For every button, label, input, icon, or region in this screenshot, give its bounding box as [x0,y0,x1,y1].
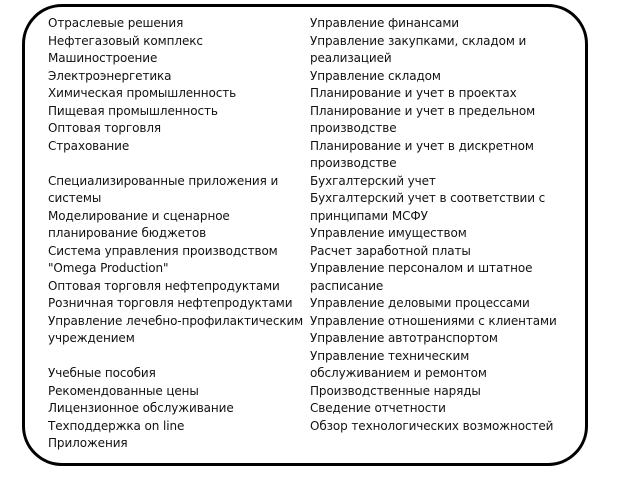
list-item: производстве [310,121,397,135]
list-item: Управление складом [310,68,441,83]
list-item: Управление отношениями с клиентами [310,313,557,328]
list-item [48,155,306,173]
list-item: "Omega Production" [48,261,169,275]
list-item: Управление закупками, складом и [310,33,527,48]
list-item: Расчет заработной платы [310,243,471,258]
list-item: Учебные пособия [48,366,156,380]
list-item: Специализированные приложения и [48,173,279,188]
list-item: Управление лечебно-профилактическим [48,313,304,328]
left-column-list [48,15,306,453]
list-item: Розничная торговля нефтепродуктами [48,296,293,310]
list-item: системы [48,191,102,205]
list-item: обслуживанием и ремонтом [310,366,487,380]
list-item: Управление автотранспортом [310,331,498,345]
list-item: Оптовая торговля нефтепродуктами [48,278,280,293]
list-item: Сведение отчетности [310,401,446,415]
list-item: производстве [310,156,397,170]
list-item: Управление финансами [310,16,460,30]
list-item [48,348,306,366]
list-item: Бухгалтерский учет в соответствии с [310,191,546,205]
list-item: Оптовая торговля [48,121,162,135]
list-item: Управление имуществом [310,226,467,240]
list-item: принципами МСФУ [310,208,428,223]
list-item: учреждением [48,331,135,345]
list-item: Лицензионное обслуживание [48,401,234,415]
list-item: Система управления производством [48,243,278,258]
list-item: Планирование и учет в предельном [310,103,536,118]
list-item: Управление деловыми процессами [310,296,530,310]
list-item: Бухгалтерский учет [310,173,436,188]
list-item: Рекомендованные цены [48,383,199,398]
list-item: Электроэнергетика [48,68,172,83]
list-item: Моделирование и сценарное [48,208,230,223]
list-item: Обзор технологических возможностей [310,418,554,433]
list-item: Производственные наряды [310,383,481,398]
list-item: расписание [310,278,384,293]
list-item: Машиностроение [48,51,158,65]
list-item: Приложения [48,436,128,450]
list-item: Техподдержка on line [48,418,185,433]
list-item: реализацией [310,51,392,65]
list-item: Пищевая промышленность [48,103,218,118]
list-item: Отраслевые решения [48,16,184,30]
right-column-list [310,15,562,435]
list-item: Управление персоналом и штатное [310,261,533,275]
list-item: Страхование [48,138,130,153]
list-item: Планирование и учет в проектах [310,86,517,100]
list-item: Химическая промышленность [48,86,237,100]
list-item: планирование бюджетов [48,226,207,240]
list-item: Управление техническим [310,348,470,363]
list-item: Нефтегазовый комплекс [48,33,203,48]
list-item: Планирование и учет в дискретном [310,138,534,153]
